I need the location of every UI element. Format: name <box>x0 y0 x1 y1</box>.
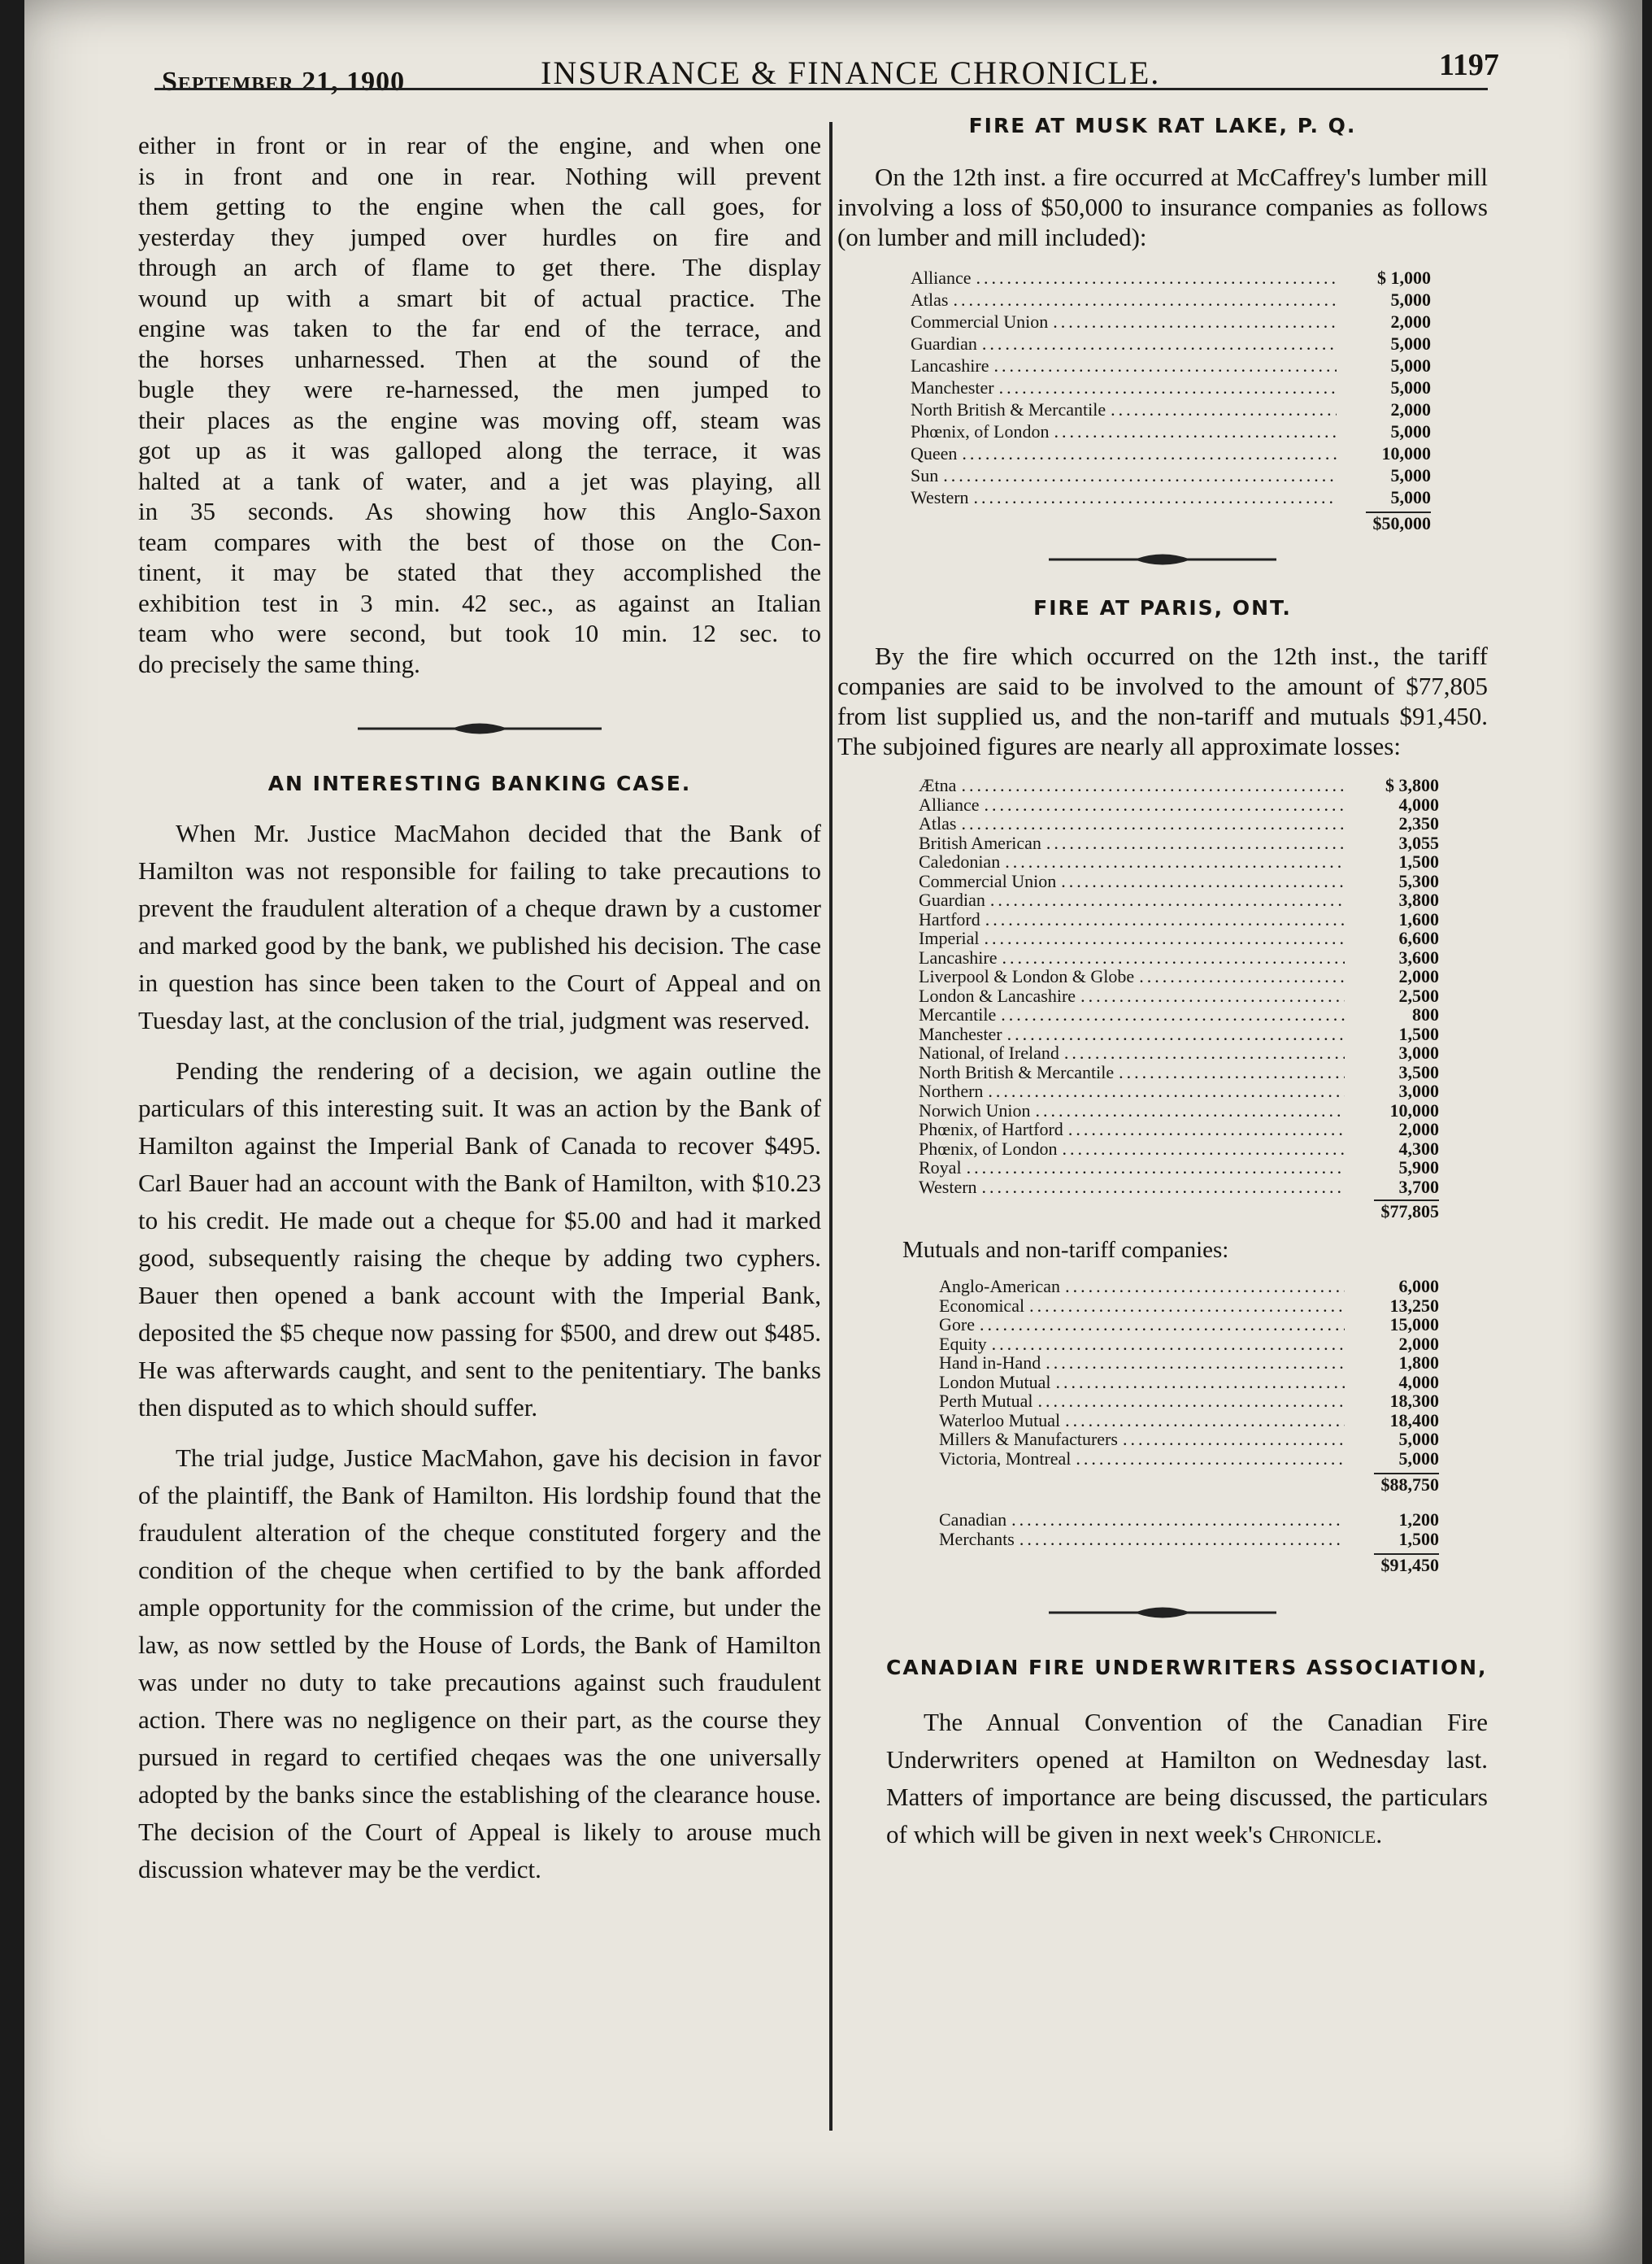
company-name: Lancashire <box>911 355 989 376</box>
loss-row <box>939 1277 1439 1296</box>
loss-amount: 3,000 <box>1398 1043 1439 1063</box>
loss-amount: $ 3,800 <box>1385 775 1439 795</box>
cfua-heading: CANADIAN FIRE UNDERWRITERS ASSOCIATION, <box>886 1656 1488 1679</box>
leader-dots <box>1046 834 1345 853</box>
company-name: Royal <box>919 1157 962 1178</box>
banking-paragraph-1: When Mr. Justice MacMahon decided that the Bank of Hamilton was not responsible for failing to take precautions to prevent the fraudulent alteration of a cheque drawn by a customer and marked good by the bank, we published his decision. The case in question has since been taken to the Court of Appeal and on Tuesday last, at the conclusion of the trial, judgment was reserved. <box>138 819 821 1034</box>
loss-row <box>911 267 1431 289</box>
loss-amount: 1,500 <box>1398 1023 1439 1044</box>
issue-date: September 21, 1900 <box>162 67 406 97</box>
company-name: Commercial Union <box>919 870 1057 891</box>
leader-dots <box>967 1158 1345 1178</box>
musk-rat-heading: FIRE AT MUSK RAT LAKE, P. Q. <box>968 114 1357 137</box>
leader-dots <box>1065 1277 1345 1296</box>
company-name: Guardian <box>919 890 985 910</box>
musk-rat-intro: On the 12th inst. a fire occurred at McCaffrey's lumber mill involving a loss of $50,000 to insurance companies as follows (on lumber and mill included): <box>837 163 1488 251</box>
company-name: Waterloo Mutual <box>939 1409 1061 1430</box>
banking-paragraph-3: The trial judge, Justice MacMahon, gave his decision in favor of the plaintiff, the Bank of Hamilton. His lordship found that the fraudulent alteration of the cheque constituted forgery and the condition of the cheque when certified to by the bank afforded ample opportunity for the commission of the crime, but under the law, as now settled by the House of Lords, the Bank of Hamilton was under no duty to take precautions against such fraudulent action. There was no negligence on their part, as the course they pursued in regard to certified cheqaes was the one universally adopted by the banks since the establishing of the clearance house. The decision of the Court of Appeal is likely to arouse much discussion whatever may be the verdict. <box>138 1443 821 1883</box>
company-name: London & Lancashire <box>919 985 1076 1006</box>
leader-dots <box>1111 398 1337 420</box>
loss-amount: 4,000 <box>1398 794 1439 815</box>
loss-amount: 4,300 <box>1398 1138 1439 1159</box>
company-name: Merchants <box>939 1528 1015 1549</box>
leader-dots <box>1053 311 1337 333</box>
loss-row <box>919 872 1439 891</box>
loss-amount: 6,000 <box>1398 1276 1439 1296</box>
continuation-line: in 35 seconds. As showing how this Anglo-Saxon <box>138 497 821 525</box>
company-name: Millers & Manufacturers <box>939 1429 1118 1449</box>
loss-amount: 5,000 <box>1390 377 1431 398</box>
loss-amount: 2,000 <box>1390 399 1431 420</box>
company-name: North British & Mercantile <box>911 399 1106 420</box>
continuation-line: yesterday they jumped over hurdles on fire and <box>138 222 821 251</box>
loss-row <box>939 1430 1439 1449</box>
loss-row <box>919 834 1439 853</box>
continuation-line: through an arch of flame to get there. The display <box>138 253 821 281</box>
company-name: Economical <box>939 1295 1025 1316</box>
cfua-paragraph <box>886 1704 1488 1853</box>
cfua-chronicle-word: Chronicle. <box>1268 1820 1383 1848</box>
leader-dots <box>961 776 1345 795</box>
paris-heading: FIRE AT PARIS, ONT. <box>1033 596 1292 620</box>
leader-dots <box>992 1334 1345 1354</box>
leader-dots <box>1064 1043 1345 1063</box>
header-rule <box>154 88 1488 90</box>
leader-dots <box>999 377 1337 398</box>
loss-row <box>919 814 1439 834</box>
leader-dots <box>953 289 1337 311</box>
loss-amount: 4,000 <box>1398 1371 1439 1392</box>
column-rule <box>829 122 833 2131</box>
continuation-line: team who were second, but took 10 min. 12 sec. to <box>138 619 821 647</box>
paris-mutuals-table <box>939 1277 1439 1468</box>
loss-row <box>939 1391 1439 1411</box>
company-name: Imperial <box>919 928 980 948</box>
leader-dots <box>1019 1530 1345 1549</box>
company-name: Western <box>919 1176 977 1197</box>
loss-row <box>919 986 1439 1006</box>
leader-dots <box>1063 1139 1346 1159</box>
leader-dots <box>985 929 1345 948</box>
loss-amount: 2,000 <box>1398 1119 1439 1139</box>
leader-dots <box>1054 420 1337 442</box>
loss-amount: 5,000 <box>1398 1429 1439 1449</box>
loss-amount: 2,000 <box>1390 311 1431 332</box>
leader-dots <box>985 795 1345 815</box>
continuation-line: got up as it was galloped along the terrace, it was <box>138 436 821 464</box>
leader-dots <box>1035 1101 1345 1121</box>
section-ornament-2 <box>1049 547 1276 572</box>
loss-row <box>911 398 1431 420</box>
loss-amount: 2,500 <box>1398 985 1439 1006</box>
company-name: Hartford <box>919 908 980 930</box>
loss-row <box>911 311 1431 333</box>
loss-row <box>919 776 1439 795</box>
company-name: Sun <box>911 465 939 485</box>
mutuals-label: Mutuals and non-tariff companies: <box>902 1237 1229 1263</box>
loss-amount: 2,000 <box>1398 966 1439 986</box>
company-name: Caledonian <box>919 851 1001 872</box>
leader-dots <box>1001 1005 1345 1025</box>
loss-row <box>939 1510 1439 1530</box>
continuation-line: do precisely the same thing. <box>138 649 420 678</box>
company-name: Queen <box>911 443 958 464</box>
loss-amount: 5,000 <box>1390 290 1431 310</box>
company-name: Guardian <box>911 333 977 354</box>
publication-title: INSURANCE & FINANCE CHRONICLE. <box>541 54 1161 91</box>
company-name: Liverpool & London & Globe <box>919 966 1135 986</box>
loss-row <box>919 1025 1439 1044</box>
loss-amount: 1,600 <box>1398 908 1439 930</box>
leader-dots <box>1038 1391 1346 1411</box>
section-ornament-3 <box>1049 1600 1276 1625</box>
company-name: Mercantile <box>919 1004 997 1025</box>
company-name: Canadian <box>939 1509 1007 1530</box>
continuation-line: either in front or in rear of the engine, and when one <box>138 131 821 159</box>
leader-dots <box>1076 1449 1345 1469</box>
loss-row <box>939 1353 1439 1373</box>
loss-amount: 3,000 <box>1398 1081 1439 1101</box>
banking-case-heading: AN INTERESTING BANKING CASE. <box>267 772 692 795</box>
leader-dots <box>988 1082 1345 1101</box>
loss-amount: 3,055 <box>1398 832 1439 853</box>
newspaper-page <box>24 0 1642 2264</box>
company-name: Ætna <box>919 775 957 795</box>
leader-dots <box>990 890 1345 910</box>
leader-dots <box>1011 1510 1345 1530</box>
loss-amount: 1,200 <box>1398 1509 1439 1530</box>
loss-row <box>919 1101 1439 1121</box>
loss-row <box>919 1139 1439 1159</box>
left-column <box>138 130 821 1901</box>
leader-dots <box>1029 1296 1345 1316</box>
loss-amount: 10,000 <box>1381 443 1431 464</box>
leader-dots <box>1005 852 1345 872</box>
company-name: Norwich Union <box>919 1099 1031 1121</box>
loss-amount: 2,350 <box>1398 813 1439 834</box>
continuation-line: engine was taken to the far end of the terrace, and <box>138 314 821 342</box>
leader-dots <box>976 267 1337 289</box>
loss-row <box>919 1158 1439 1178</box>
loss-amount: 3,800 <box>1398 890 1439 910</box>
loss-row <box>911 333 1431 355</box>
continuation-line: is in front and one in rear. Nothing will prevent <box>138 161 821 190</box>
loss-amount: 5,000 <box>1390 421 1431 442</box>
company-name: British American <box>919 832 1041 853</box>
loss-amount: 13,250 <box>1389 1295 1439 1316</box>
cfua-paragraph-text: The Annual Convention of the Canadian Fire Underwriters opened at Hamilton on Wednesday last. Matters of importance are being discussed, the particulars of which will be given in next week's <box>886 1708 1488 1848</box>
paris-intro: By the fire which occurred on the 12th inst., the tariff companies are said to be involved to the amount of $77,805 from list supplied us, and the non-tariff and mutuals $91,450. The subjoined figures are nearly all approximate losses: <box>837 642 1488 760</box>
company-name: Perth Mutual <box>939 1391 1033 1411</box>
loss-row <box>919 967 1439 986</box>
company-name: Northern <box>919 1081 984 1101</box>
loss-row <box>919 910 1439 930</box>
loss-amount: 5,000 <box>1398 1448 1439 1469</box>
company-name: Manchester <box>911 377 994 398</box>
company-name: Western <box>911 487 969 507</box>
leader-dots <box>1046 1353 1345 1373</box>
leader-dots <box>1123 1430 1345 1449</box>
loss-row <box>911 377 1431 398</box>
leader-dots <box>1068 1120 1345 1139</box>
leader-dots <box>994 355 1337 377</box>
loss-amount: $ 1,000 <box>1377 268 1431 288</box>
company-name: Alliance <box>919 794 980 815</box>
loss-amount: 800 <box>1412 1004 1439 1025</box>
loss-amount: 5,000 <box>1390 465 1431 485</box>
continuation-line: wound up with a smart bit of actual practice. The <box>138 283 821 312</box>
loss-amount: 5,000 <box>1390 333 1431 354</box>
paris-tariff-total: $77,805 <box>1374 1199 1439 1222</box>
musk-rat-loss-table <box>911 267 1431 508</box>
company-name: Atlas <box>919 813 957 834</box>
banking-paragraph-2: Pending the rendering of a decision, we again outline the particulars of this interesting suit. It was an action by the Bank of Hamilton against the Imperial Bank of Canada to recover $495. Carl Bauer had an account with the Bank of Hamilton, with $10.23 to his credit. He made out a cheque for $5.00 and had it marked good, subsequently raising the cheque by adding two cyphers. Bauer then opened a bank account with the Imperial Bank, deposited the $5 cheque now passing for $500, and drew out $485. He was afterwards caught, and sent to the penitentiary. The banks then disputed as to which should suffer. <box>138 1056 821 1422</box>
loss-row <box>939 1296 1439 1316</box>
leader-dots <box>943 464 1337 486</box>
company-name: Phœnix, of Hartford <box>919 1119 1063 1139</box>
loss-amount: 2,000 <box>1398 1333 1439 1354</box>
company-name: North British & Mercantile <box>919 1061 1115 1082</box>
loss-amount: 18,400 <box>1389 1409 1439 1430</box>
loss-amount: 5,900 <box>1398 1157 1439 1178</box>
continuation-line: the horses unharnessed. Then at the sound of the <box>138 344 821 373</box>
leader-dots <box>982 333 1337 355</box>
company-name: Gore <box>939 1314 975 1334</box>
loss-row <box>911 464 1431 486</box>
loss-row <box>919 1005 1439 1025</box>
loss-amount: 18,300 <box>1389 1391 1439 1411</box>
leader-dots <box>1056 1373 1346 1392</box>
loss-row <box>919 1043 1439 1063</box>
continuation-line: team compares with the best of those on the Con- <box>138 527 821 556</box>
loss-amount: 1,500 <box>1398 1528 1439 1549</box>
leader-dots <box>1065 1411 1345 1430</box>
loss-row <box>939 1315 1439 1334</box>
musk-rat-total: $50,000 <box>1366 512 1431 534</box>
loss-row <box>939 1530 1439 1549</box>
continuation-line: their places as the engine was moving off, steam was <box>138 405 821 434</box>
leader-dots <box>974 486 1337 508</box>
loss-amount: 5,300 <box>1398 870 1439 891</box>
right-column <box>837 114 1488 1853</box>
continuation-line: them getting to the engine when the call goes, for <box>138 192 821 220</box>
continuation-line: bugle they were re-harnessed, the men jumped to <box>138 375 821 403</box>
loss-row <box>911 420 1431 442</box>
company-name: Commercial Union <box>911 311 1049 332</box>
page-header <box>134 42 1516 97</box>
paris-tariff-table <box>919 776 1439 1196</box>
leader-dots <box>961 814 1345 834</box>
loss-row <box>939 1373 1439 1392</box>
leader-dots <box>1002 948 1346 968</box>
leader-dots <box>1061 872 1345 891</box>
leader-dots <box>1080 986 1345 1006</box>
loss-row <box>911 486 1431 508</box>
page-number: 1197 <box>1439 48 1499 82</box>
leader-dots <box>985 910 1345 930</box>
section-ornament-1 <box>358 716 602 741</box>
loss-row <box>911 442 1431 464</box>
loss-row <box>919 1082 1439 1101</box>
loss-row <box>919 1178 1439 1197</box>
loss-row <box>911 355 1431 377</box>
loss-row <box>919 795 1439 815</box>
company-name: Equity <box>939 1333 987 1354</box>
company-name: Phœnix, of London <box>919 1138 1058 1159</box>
continuation-line: exhibition test in 3 min. 42 sec., as against an Italian <box>138 588 821 617</box>
company-name: Victoria, Montreal <box>939 1448 1072 1469</box>
company-name: Manchester <box>919 1023 1002 1044</box>
company-name: Alliance <box>911 268 972 288</box>
fire-brigade-continuation <box>138 130 821 679</box>
loss-amount: 5,000 <box>1390 355 1431 376</box>
leader-dots <box>1007 1025 1345 1044</box>
loss-amount: 1,800 <box>1398 1352 1439 1373</box>
loss-row <box>939 1411 1439 1430</box>
company-name: Phœnix, of London <box>911 421 1050 442</box>
loss-amount: 3,500 <box>1398 1061 1439 1082</box>
loss-row <box>919 852 1439 872</box>
company-name: Lancashire <box>919 947 998 968</box>
loss-amount: 6,600 <box>1398 928 1439 948</box>
company-name: London Mutual <box>939 1371 1051 1392</box>
leader-dots <box>962 442 1337 464</box>
paris-grand-total: $91,450 <box>1374 1553 1439 1576</box>
leader-dots <box>982 1178 1345 1197</box>
loss-amount: 1,500 <box>1398 851 1439 872</box>
loss-row <box>919 948 1439 968</box>
loss-amount: 3,600 <box>1398 947 1439 968</box>
loss-row <box>939 1334 1439 1354</box>
leader-dots <box>1139 967 1345 986</box>
loss-amount: 10,000 <box>1389 1099 1439 1121</box>
loss-row <box>919 929 1439 948</box>
paris-extra-table <box>939 1510 1439 1548</box>
company-name: Atlas <box>911 290 949 310</box>
loss-row <box>919 890 1439 910</box>
leader-dots <box>980 1315 1345 1334</box>
loss-row <box>919 1063 1439 1082</box>
loss-amount: 5,000 <box>1390 487 1431 507</box>
loss-amount: 3,700 <box>1398 1176 1439 1197</box>
paris-mutuals-subtotal: $88,750 <box>1374 1473 1439 1496</box>
loss-row <box>919 1120 1439 1139</box>
loss-amount: 15,000 <box>1389 1314 1439 1334</box>
continuation-line: halted at a tank of water, and a jet was playing, all <box>138 466 821 495</box>
company-name: Anglo-American <box>939 1276 1061 1296</box>
loss-row <box>911 289 1431 311</box>
leader-dots <box>1119 1063 1345 1082</box>
loss-row <box>939 1449 1439 1469</box>
company-name: Hand in-Hand <box>939 1352 1041 1373</box>
continuation-line: tinent, it may be stated that they accomplished the <box>138 558 821 586</box>
company-name: National, of Ireland <box>919 1043 1059 1063</box>
